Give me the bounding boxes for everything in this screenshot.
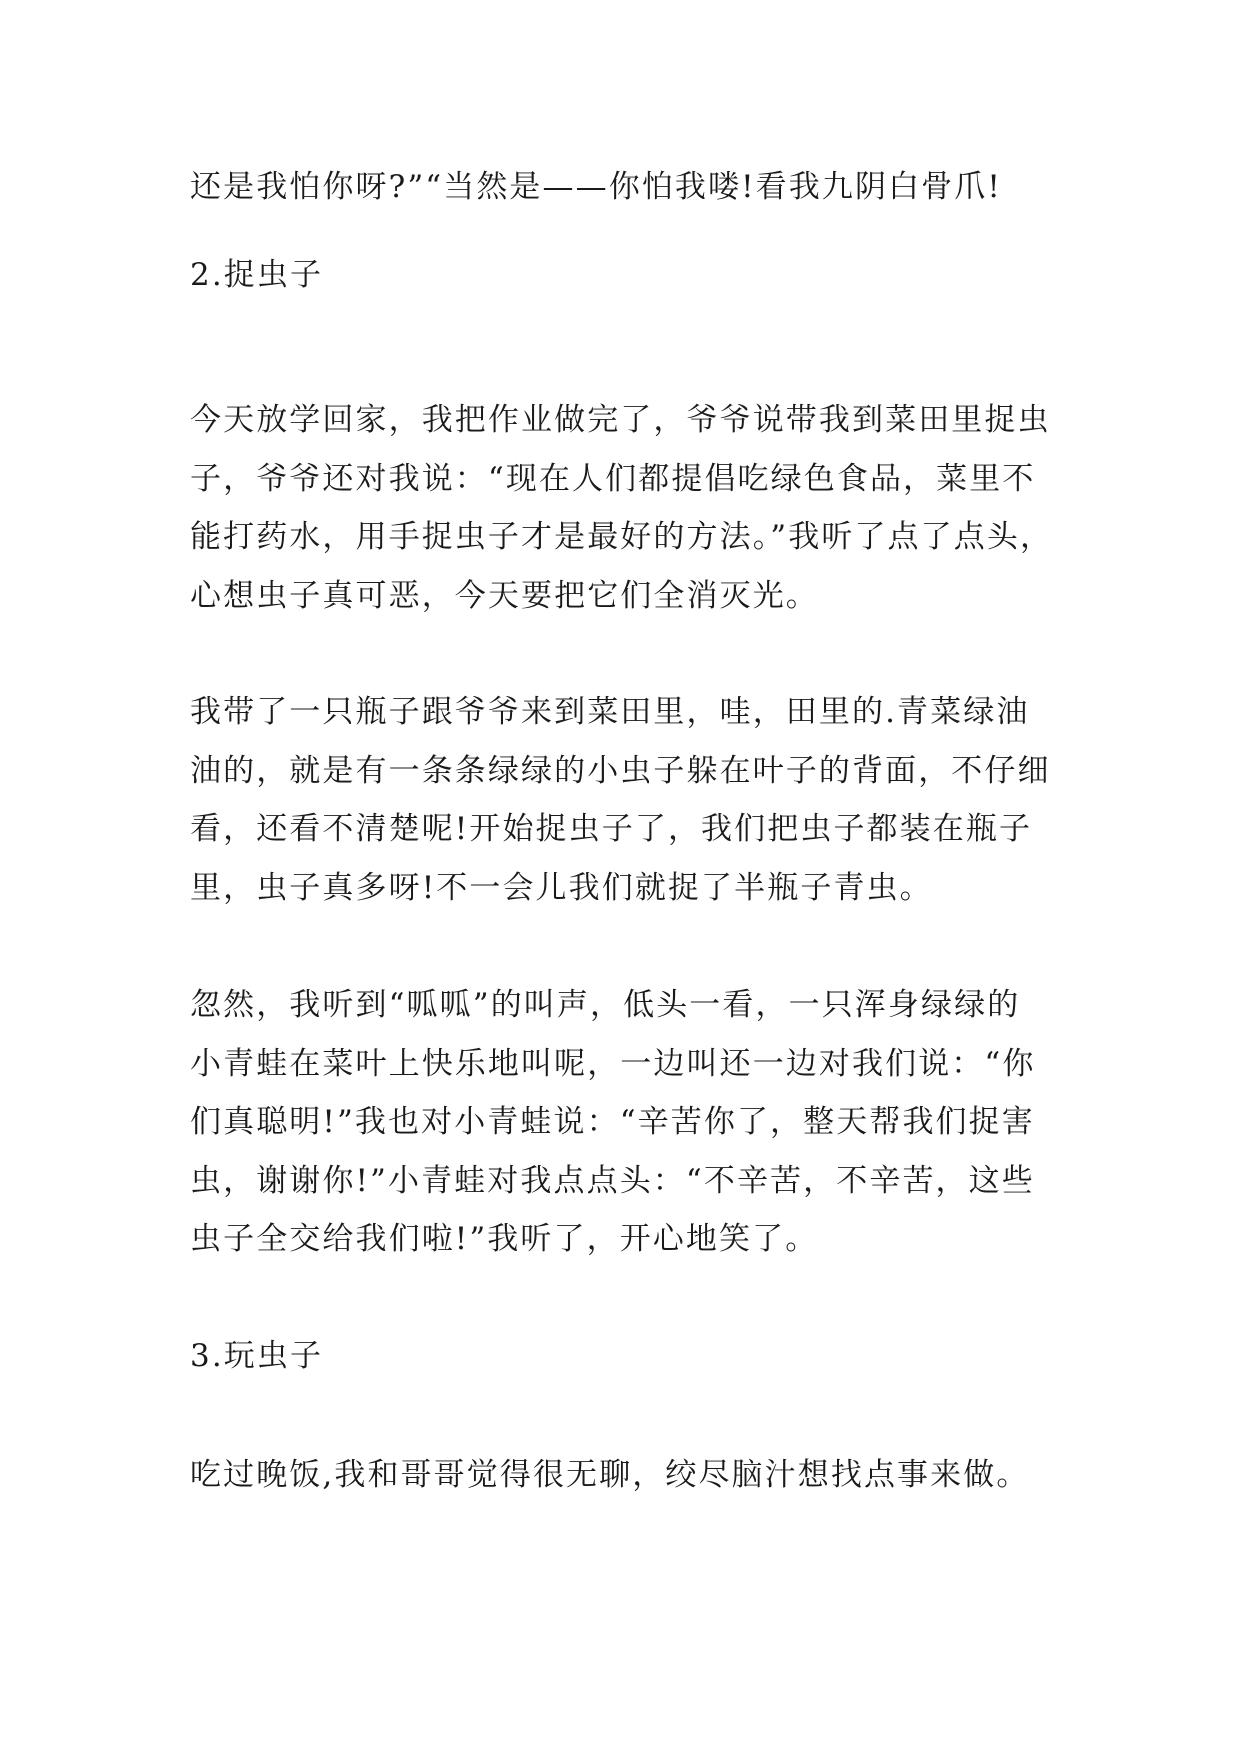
- text-line: 虫子全交给我们啦!”我听了，开心地笑了。: [190, 1221, 819, 1257]
- section-heading-catch-bugs: [190, 246, 1065, 305]
- paragraph-homework-grandpa: [190, 391, 1065, 625]
- heading-text: 2.捉虫子: [190, 257, 324, 293]
- text-line: 虫，谢谢你!”小青蛙对我点点头：“不辛苦，不辛苦，这些: [190, 1162, 1035, 1199]
- text-line: 子，爷爷还对我说：“现在人们都提倡吃绿色食品，菜里不: [190, 460, 1036, 497]
- text-line: 今天放学回家，我把作业做完了，爷爷说带我到菜田里捉虫: [190, 402, 1051, 438]
- text-line: 油的，就是有一条条绿绿的小虫子躲在叶子的背面，不仔细: [190, 752, 1051, 789]
- text-line: 我带了一只瓶子跟爷爷来到菜田里，哇，田里的.青菜绿油: [190, 694, 1030, 730]
- paragraph-continuation: [190, 158, 1065, 217]
- paragraph-vegetable-field: [190, 683, 1065, 917]
- text-line: 们真聪明!”我也对小青蛙说：“辛苦你了，整天帮我们捉害: [190, 1104, 1035, 1140]
- text-line: 里，虫子真多呀!不一会儿我们就捉了半瓶子青虫。: [190, 869, 933, 906]
- text-line: 忽然，我听到“呱呱”的叫声，低头一看，一只浑身绿绿的: [190, 987, 1021, 1023]
- text-line: 看，还看不清楚呢!开始捉虫子了，我们把虫子都装在瓶子: [190, 811, 1033, 847]
- paragraph-after-dinner: [190, 1446, 1065, 1505]
- heading-text: 3.玩虫子: [190, 1338, 324, 1374]
- text-line: 能打药水，用手捉虫子才是最好的方法。”我听了点了点头，: [190, 519, 1054, 555]
- text-line: 心想虫子真可恶，今天要把它们全消灭光。: [190, 577, 819, 614]
- text-line: 还是我怕你呀?”“当然是——你怕我喽!看我九阴白骨爪!: [190, 169, 1002, 205]
- text-line: 吃过晚饭,我和哥哥觉得很无聊，绞尽脑汁想找点事来做。: [190, 1457, 1030, 1493]
- paragraph-little-frog: [190, 976, 1065, 1269]
- section-heading-play-bugs: [190, 1327, 1065, 1386]
- text-line: 小青蛙在菜叶上快乐地叫呢，一边叫还一边对我们说：“你: [190, 1045, 1036, 1082]
